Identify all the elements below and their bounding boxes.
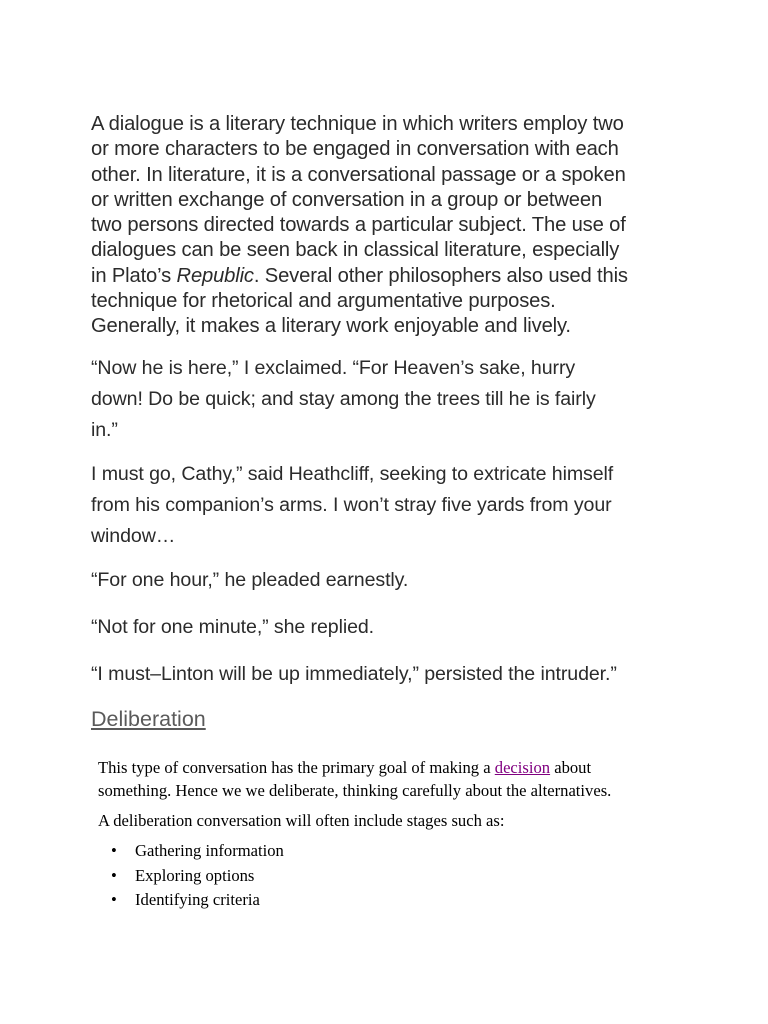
dialogue-paragraph-3: “For one hour,” he pleaded earnestly. bbox=[91, 569, 409, 591]
intro-line: . Several other philosophers also used this bbox=[253, 264, 628, 287]
dialogue-line: in.” bbox=[91, 419, 118, 441]
intro-line: two persons directed towards a particular subject. The use of bbox=[91, 214, 626, 237]
decision-link[interactable]: decision bbox=[494, 758, 551, 777]
dialogue-line: from his companion’s arms. I won’t stray five yards from your bbox=[91, 494, 612, 516]
dialogue-paragraph-5: “I must–Linton will be up immediately,” persisted the intruder.” bbox=[91, 663, 617, 685]
intro-line: in Plato’s bbox=[91, 264, 177, 287]
intro-line: A dialogue is a literary technique in which writers employ two bbox=[91, 113, 624, 135]
intro-line: or written exchange of conversation in a group or between bbox=[91, 188, 603, 211]
intro-line: other. In literature, it is a conversational passage or a spoken bbox=[91, 163, 626, 186]
description-text: about bbox=[550, 758, 592, 777]
list-item bbox=[98, 864, 284, 889]
list-item bbox=[98, 888, 284, 913]
intro-paragraph bbox=[91, 112, 681, 340]
intro-line: dialogues can be seen back in classical literature, especially bbox=[91, 239, 620, 262]
bullet-glyph: • bbox=[111, 890, 117, 909]
section-heading-deliberation: Deliberation bbox=[91, 707, 206, 731]
list-item-text: Exploring options bbox=[135, 865, 255, 885]
deliberation-description bbox=[98, 757, 611, 802]
description-text: something. Hence we we deliberate, thinking carefully about the alternatives. bbox=[98, 780, 612, 800]
bullet-glyph: • bbox=[111, 841, 117, 860]
intro-line: Generally, it makes a literary work enjoyable and lively. bbox=[91, 315, 571, 338]
dialogue-paragraph-2 bbox=[91, 459, 691, 552]
dialogue-line: window… bbox=[91, 525, 176, 547]
bullet-glyph: • bbox=[111, 865, 117, 885]
dialogue-line: “Now he is here,” I exclaimed. “For Heaven’s sake, hurry bbox=[91, 357, 576, 379]
stages-intro: A deliberation conversation will often include stages such as: bbox=[98, 811, 505, 830]
book-title-republic: Republic bbox=[176, 264, 254, 287]
list-item-text: Gathering information bbox=[135, 841, 284, 860]
stages-list bbox=[98, 839, 284, 913]
description-text: This type of conversation has the primary goal of making a bbox=[98, 758, 495, 777]
list-item-text: Identifying criteria bbox=[135, 890, 260, 909]
intro-line: technique for rhetorical and argumentative purposes. bbox=[91, 290, 556, 313]
list-item bbox=[98, 839, 284, 864]
dialogue-line: down! Do be quick; and stay among the trees till he is fairly bbox=[91, 388, 596, 410]
dialogue-paragraph-4: “Not for one minute,” she replied. bbox=[91, 616, 375, 638]
intro-line: or more characters to be engaged in conversation with each bbox=[91, 138, 619, 161]
dialogue-line: I must go, Cathy,” said Heathcliff, seeking to extricate himself bbox=[91, 463, 614, 485]
dialogue-paragraph-1 bbox=[91, 353, 691, 446]
